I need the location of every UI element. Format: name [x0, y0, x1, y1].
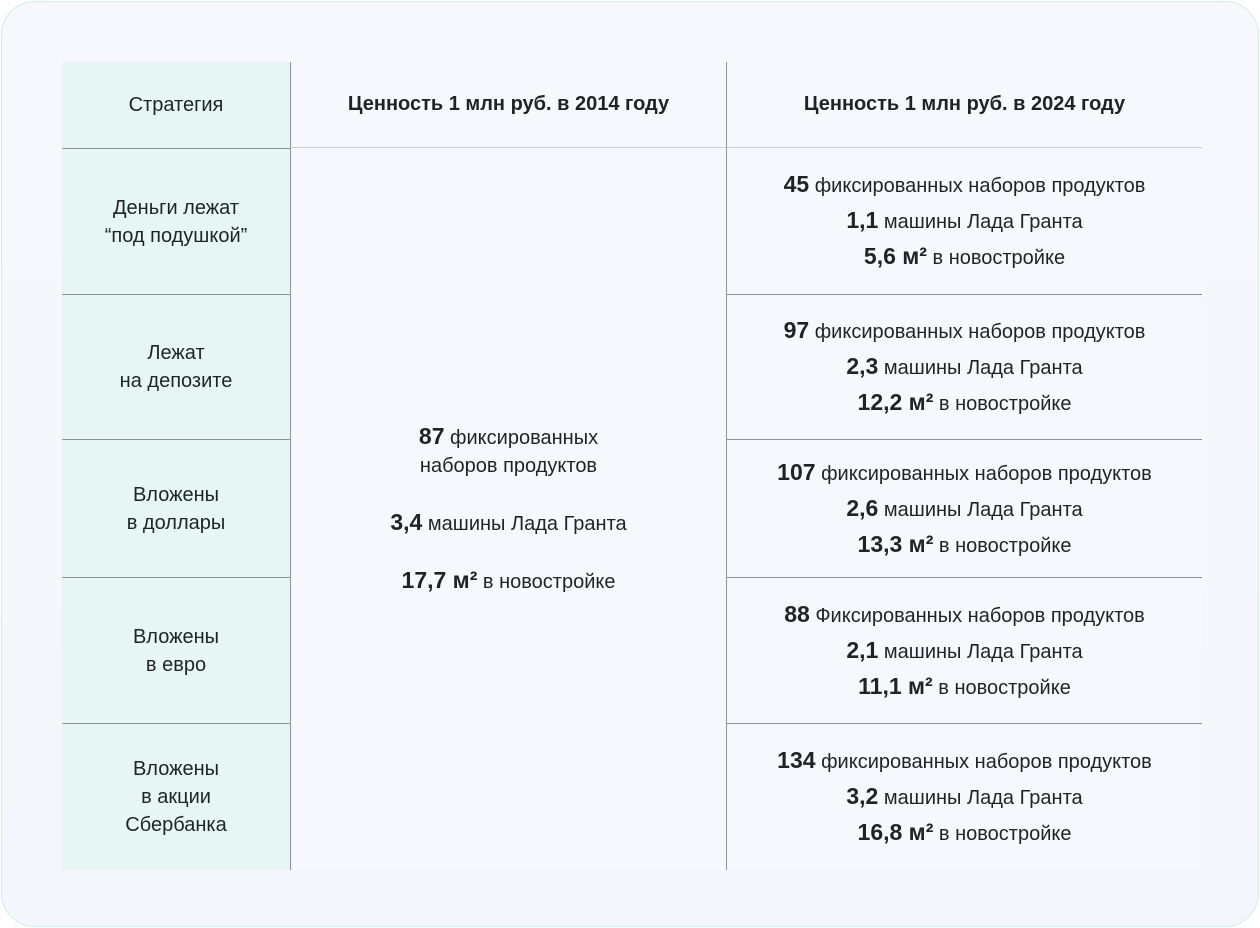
cars-text: машины Лада Гранта — [878, 357, 1083, 379]
area-text: в новостройке — [926, 247, 1066, 269]
cars-line — [846, 491, 1082, 527]
cars-text: машины Лада Гранта — [878, 211, 1083, 233]
strategy-label: Вложены в доллары — [126, 483, 226, 534]
table-card — [1, 1, 1259, 927]
value-2014-cell — [290, 148, 726, 870]
header-value-2024 — [726, 62, 1202, 148]
sets-number: 134 — [777, 747, 816, 773]
sets-text: фиксированных наборов продуктов — [815, 751, 1152, 773]
sets-line — [784, 167, 1146, 203]
area-text: в новостройке — [933, 823, 1072, 845]
area-text: в новостройке — [933, 393, 1072, 415]
area-number: 16,8 м² — [857, 819, 934, 845]
strategy-label: Вложены в акции Сбербанка — [125, 758, 227, 836]
sets-number: 107 — [777, 458, 816, 485]
strategy-label: Деньги лежат “под подушкой” — [104, 196, 248, 247]
sets-number: 97 — [783, 317, 810, 343]
area-number: 13,3 м² — [857, 530, 934, 557]
sets-line — [784, 597, 1145, 633]
cars-number: 2,1 — [846, 636, 879, 663]
header-strategy — [62, 62, 290, 148]
strategy-cell — [62, 294, 290, 439]
sets-text: фиксированных наборов продуктов — [809, 175, 1146, 197]
strategy-label: Лежат на депозите — [119, 342, 233, 392]
sets-number: 88 — [784, 600, 810, 627]
cars-line — [846, 203, 1082, 239]
sets-text: Фиксированных наборов продуктов — [809, 604, 1145, 627]
value-2014-area-number: 17,7 м² — [401, 567, 478, 593]
cars-line — [846, 349, 1082, 385]
value-2014-sets-number: 87 — [418, 423, 445, 449]
value-2014-cars-number: 3,4 — [390, 509, 423, 535]
strategy-cell — [62, 148, 290, 294]
value-2024-cell — [726, 577, 1202, 723]
strategy-cell — [62, 577, 290, 723]
header-value-2014 — [290, 62, 726, 148]
area-number: 11,1 м² — [858, 672, 933, 699]
sets-line — [784, 313, 1146, 349]
cars-line — [846, 779, 1082, 815]
area-line — [858, 815, 1072, 851]
cars-number: 2,6 — [846, 494, 879, 521]
header-strategy-label: Стратегия — [128, 93, 224, 116]
value-2014-cars-text: машины Лада Гранта — [422, 513, 627, 535]
value-2014-area-text: в новостройке — [477, 571, 616, 593]
value-2014-sets-line-2: наборов продуктов — [419, 455, 598, 477]
cars-line — [846, 633, 1082, 669]
area-text: в новостройке — [933, 534, 1072, 557]
cars-number: 3,2 — [846, 783, 879, 809]
sets-number: 45 — [783, 171, 810, 197]
value-2024-cell — [726, 723, 1202, 870]
area-number: 5,6 м² — [863, 243, 927, 269]
value-2014-sets-text: фиксированных — [444, 427, 599, 449]
header-value-2014-label: Ценность 1 млн руб. в 2014 году — [347, 93, 670, 115]
sets-line — [777, 455, 1152, 491]
sets-text: фиксированных наборов продуктов — [815, 462, 1152, 485]
sets-text: фиксированных наборов продуктов — [809, 321, 1146, 343]
cars-number: 2,3 — [846, 353, 879, 379]
strategy-label: Вложены в евро — [132, 625, 220, 676]
value-2024-cell — [726, 439, 1202, 577]
strategy-cell — [62, 439, 290, 577]
cars-number: 1,1 — [846, 207, 879, 233]
value-2024-cell — [726, 148, 1202, 294]
comparison-table — [62, 62, 1202, 870]
area-text: в новостройке — [932, 676, 1071, 699]
cars-text: машины Лада Гранта — [878, 787, 1083, 809]
value-2024-cell — [726, 294, 1202, 439]
value-2014-cars-line — [390, 508, 626, 538]
value-2014-area-line — [402, 566, 616, 596]
area-line — [864, 239, 1065, 275]
area-line — [858, 669, 1071, 705]
area-number: 12,2 м² — [857, 389, 934, 415]
sets-line — [777, 743, 1152, 779]
strategy-cell — [62, 723, 290, 870]
header-value-2024-label: Ценность 1 млн руб. в 2024 году — [803, 93, 1126, 115]
area-line — [858, 385, 1072, 421]
area-line — [858, 527, 1072, 563]
value-2014-sets-line — [419, 422, 598, 452]
cars-text: машины Лада Гранта — [878, 640, 1083, 663]
cars-text: машины Лада Гранта — [878, 498, 1083, 521]
